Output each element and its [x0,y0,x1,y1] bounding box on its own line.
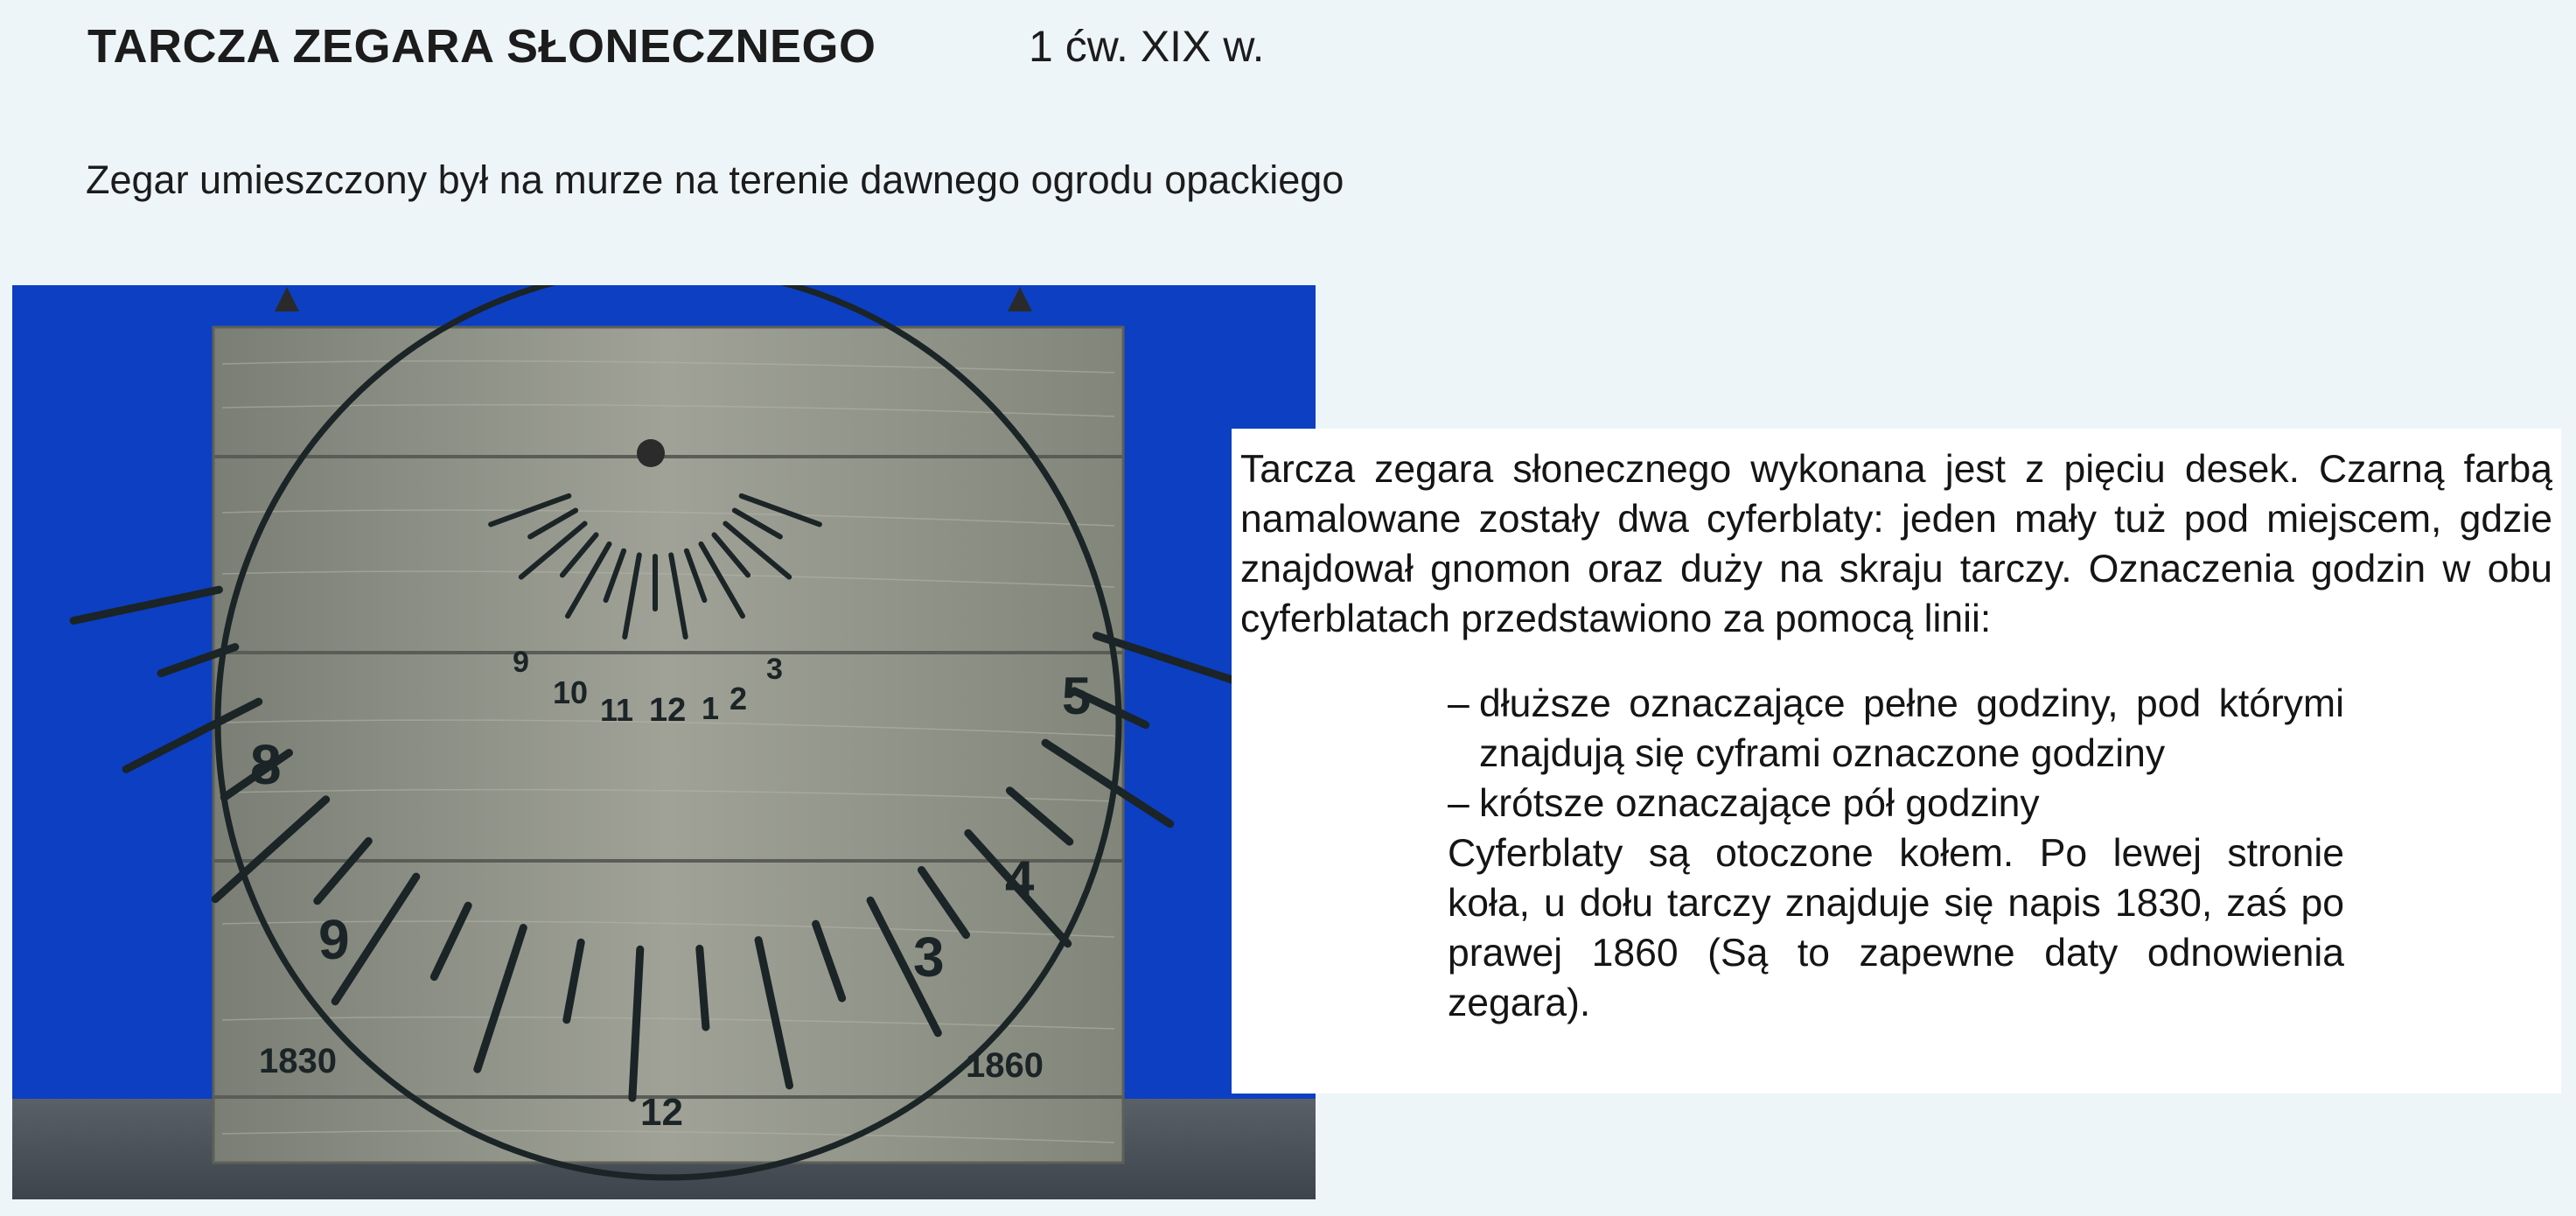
gnomon-mount [637,439,665,467]
wood-board [213,327,1123,1163]
page-title: TARCZA ZEGARA SŁONECZNEGO [87,20,876,73]
small-dial-numeral-10: 10 [553,674,589,710]
sundial-photo-image [12,285,1316,1199]
large-dial-numeral-8: 8 [250,733,282,796]
closing-paragraph: Cyferblaty są otoczone kołem. Po lewej stronie koła, u dołu tarczy znajduje się napis 1830, zaś po prawej 1860 (Są to zapewne daty odnowienia zegara). [1448,832,2344,1024]
description-text: Tarcza zegara słonecznego wykonana jest z pięciu desek. Czarną farbą namalowane zostały dwa cyferblaty: jeden mały tuż pod miejscem, gdzie znajdował gnomon oraz duży na skraju tarczy. Oznaczenia godzin w obu cyferblatach przedstawiono za pomocą linii: [1240,448,2552,640]
list-dash: – [1448,682,1470,725]
large-dial-numeral-9: 9 [318,908,350,971]
bottom-dial-numeral-12: 12 [640,1091,683,1134]
small-dial-numeral-2: 2 [730,681,748,716]
small-dial-numeral-12: 12 [649,692,687,729]
location-subtitle: Zegar umieszczony był na murze na terenie dawnego ogrodu opackiego [86,157,1344,202]
large-dial-numeral-3: 3 [913,926,945,989]
small-dial-numeral-3: 3 [766,653,783,686]
description-list [1448,679,2344,1028]
large-dial-numeral-5: 5 [1062,667,1092,725]
small-dial-numeral-1: 1 [702,690,720,726]
list-item [1448,679,2344,779]
list-item-text: dłuższe oznaczające pełne godziny, pod którymi znajdują się cyframi oznaczone godziny [1479,682,2344,775]
year-1830: 1830 [259,1042,337,1080]
large-dial-numeral-4: 4 [1005,850,1035,909]
list-item-text: krótsze oznaczające pół godziny [1479,782,2040,825]
small-dial-numeral-11: 11 [600,692,634,728]
list-dash: – [1448,782,1470,825]
list-item [1448,779,2344,828]
year-1860: 1860 [966,1046,1044,1085]
dating-label: 1 ćw. XIX w. [1029,22,1265,71]
small-dial-numeral-9: 9 [513,646,529,679]
sundial-photo [12,285,1316,1199]
